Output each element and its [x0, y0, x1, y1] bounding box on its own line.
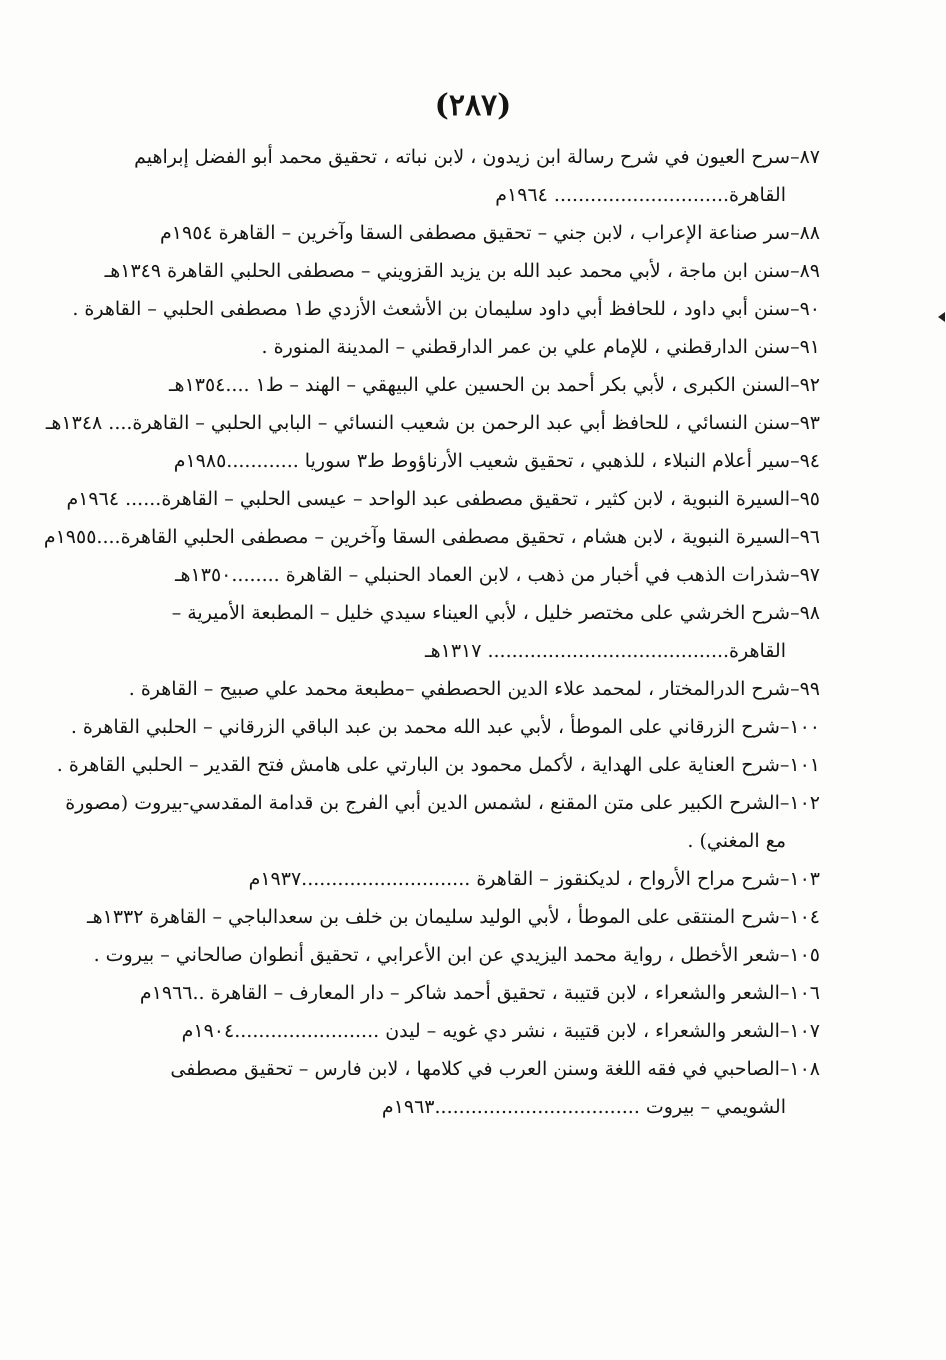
- bibliography-entry: ٨٧–سرح العيون في شرح رسالة ابن زيدون ، لابن نباته ، تحقيق محمد أبو الفضل إبراهيم: [134, 146, 820, 168]
- margin-arrow-icon: [938, 312, 945, 322]
- bibliography-entry: ٩١–سنن الدارقطني ، للإمام علي بن عمر الدارقطني – المدينة المنورة .: [261, 336, 820, 358]
- bibliography-entry: ١٠٢–الشرح الكبير على متن المقنع ، لشمس الدين أبي الفرج بن قدامة المقدسي-بيروت (مصورة: [65, 792, 820, 814]
- bibliography-entry: ٨٩–سنن ابن ماجة ، لأبي محمد عبد الله بن يزيد القزويني – مصطفى الحلبي القاهرة ١٣٤٩هـ: [104, 260, 820, 282]
- bibliography-entry: ٩٨–شرح الخرشي على مختصر خليل ، لأبي العيناء سيدي خليل – المطبعة الأميرية –: [171, 602, 820, 624]
- bibliography-entry: ١٠٥–شعر الأخطل ، رواية محمد اليزيدي عن ابن الأعرابي ، تحقيق أنطوان صالحاني – بيروت .: [93, 944, 820, 966]
- bibliography-entry: ٩٦–السيرة النبوية ، لابن هشام ، تحقيق مصطفى السقا وآخرين – مصطفى الحلبي القاهرة....١٩٥٥م: [43, 526, 820, 548]
- bibliography-entry: ٩٣–سنن النسائي ، للحافظ أبي عبد الرحمن بن شعيب النسائي – البابي الحلبي – القاهرة.... ١٣٤٨هـ: [45, 412, 820, 434]
- bibliography-entry: ٩٤–سير أعلام النبلاء ، للذهبي ، تحقيق شعيب الأرناؤوط ط٣ سوريا ............١٩٨٥م: [173, 450, 820, 472]
- bibliography-entry: ٩٠–سنن أبي داود ، للحافظ أبي داود سليمان بن الأشعث الأزدي ط١ مصطفى الحلبي – القاهرة .: [72, 298, 820, 320]
- bibliography-entry-continuation: القاهرة........................................ ١٣١٧هـ: [425, 640, 786, 662]
- bibliography-entry: ٨٨–سر صناعة الإعراب ، لابن جني – تحقيق مصطفى السقا وآخرين – القاهرة ١٩٥٤م: [160, 222, 820, 244]
- bibliography-list: [43, 138, 820, 1126]
- bibliography-entry: ١٠٤–شرح المنتقى على الموطأ ، لأبي الوليد سليمان بن خلف بن سعدالباجي – القاهرة ١٣٣٢هـ: [87, 906, 820, 928]
- bibliography-entry: ١٠١–شرح العناية على الهداية ، لأكمل محمود بن البارتي على هامش فتح القدير – الحلبي القاهرة .: [56, 754, 820, 776]
- bibliography-entry: ١٠٠–شرح الزرقاني على الموطأ ، لأبي عبد الله محمد بن عبد الباقي الزرقاني – الحلبي القاهرة .: [70, 716, 820, 738]
- bibliography-entry: ١٠٣–شرح مراح الأرواح ، لديكنقوز – القاهرة ............................١٩٣٧م: [248, 868, 820, 890]
- bibliography-entry: ٩٩–شرح الدرالمختار ، لمحمد علاء الدين الحصطفي –مطبعة محمد علي صبيح – القاهرة .: [128, 678, 820, 700]
- bibliography-entry: ٩٧–شذرات الذهب في أخبار من ذهب ، لابن العماد الحنبلي – القاهرة ........١٣٥٠هـ: [174, 564, 820, 586]
- bibliography-entry: ١٠٨–الصاحبي في فقه اللغة وسنن العرب في كلامها ، لابن فارس – تحقيق مصطفى: [170, 1058, 820, 1080]
- bibliography-entry-continuation: الشويمي – بيروت ..................................١٩٦٣م: [381, 1096, 786, 1118]
- bibliography-entry: ٩٥–السيرة النبوية ، لابن كثير ، تحقيق مصطفى عبد الواحد – عيسى الحلبي – القاهرة...... ١٩٦٤م: [66, 488, 820, 510]
- page-number: (٢٨٧): [434, 88, 512, 123]
- bibliography-entry: ١٠٦–الشعر والشعراء ، لابن قتيبة ، تحقيق أحمد شاكر – دار المعارف – القاهرة ..١٩٦٦م: [139, 982, 820, 1004]
- bibliography-entry-continuation: القاهرة............................. ١٩٦٤م: [495, 184, 786, 206]
- bibliography-entry: ١٠٧–الشعر والشعراء ، لابن قتيبة ، نشر دي غويه – ليدن ........................١٩٠٤م: [181, 1020, 820, 1042]
- bibliography-entry: ٩٢–السنن الكبرى ، لأبي بكر أحمد بن الحسين علي البيهقي – الهند – ط١ ....١٣٥٤هـ: [168, 374, 820, 396]
- bibliography-entry-continuation: مع المغني) .: [687, 830, 786, 852]
